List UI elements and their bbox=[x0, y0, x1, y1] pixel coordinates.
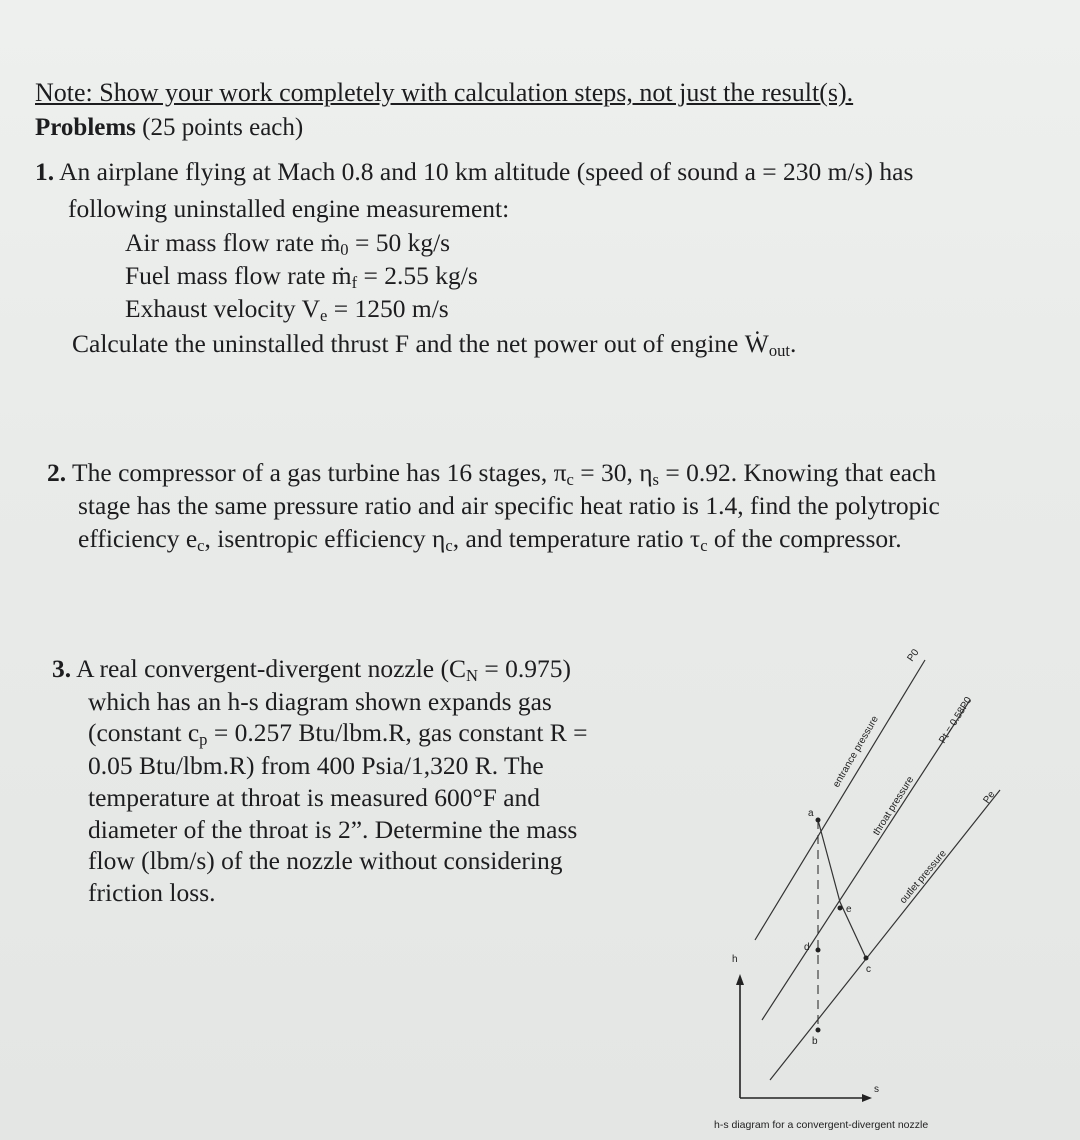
p3-l3b: = 0.257 Btu/lbm.R, gas constant R = bbox=[207, 718, 588, 747]
problem-1-line-1 bbox=[35, 157, 913, 187]
problem-3-number: 3. bbox=[52, 654, 72, 683]
note-line: Note: Show your work completely with calculation steps, not just the result(s). bbox=[35, 78, 854, 107]
problem-2-line-3 bbox=[78, 524, 902, 556]
p3-l3-sub: p bbox=[199, 730, 208, 750]
outlet-pressure-label: outlet pressure bbox=[897, 848, 949, 906]
air-value: = 50 kg/s bbox=[348, 228, 451, 257]
exhaust-value: = 1250 m/s bbox=[327, 294, 449, 323]
p2-l3d: of the compressor. bbox=[707, 524, 902, 553]
problem-3-line-8: friction loss. bbox=[88, 878, 216, 907]
problem-2-line-1 bbox=[47, 458, 936, 490]
problem-1-calc bbox=[72, 329, 796, 361]
calc-text: Calculate the uninstalled thrust F and the net power out of engine Ẇ bbox=[72, 329, 769, 358]
problem-1-line-2: following uninstalled engine measurement: bbox=[68, 194, 510, 223]
p2-l3a: efficiency e bbox=[78, 524, 198, 553]
problem-3-line-7: flow (lbm/s) of the nozzle without considering bbox=[88, 846, 563, 875]
s-axis-arrow bbox=[862, 1094, 872, 1102]
p2-l1a: The compressor of a gas turbine has 16 stages, π bbox=[72, 458, 567, 487]
p2-l1-sub2: s bbox=[652, 470, 659, 490]
hs-diagram bbox=[700, 640, 1080, 1140]
outlet-pressure-line bbox=[770, 790, 1000, 1080]
point-a-label: a bbox=[808, 808, 814, 819]
s-axis-label: s bbox=[874, 1084, 879, 1095]
p3-l3a: (constant c bbox=[88, 718, 200, 747]
air-sub: 0 bbox=[340, 240, 349, 260]
p2-l1c: = 0.92. Knowing that each bbox=[659, 458, 937, 487]
pe-label: Pe bbox=[981, 789, 998, 806]
problem-3-line-5: temperature at throat is measured 600°F and bbox=[88, 783, 541, 812]
pt-label: Pt = 0.58P0 bbox=[937, 695, 975, 746]
point-c-label: c bbox=[866, 964, 871, 975]
point-e-label: e bbox=[846, 904, 852, 915]
problems-heading-rest: (25 points each) bbox=[135, 114, 304, 141]
p3-l1b: = 0.975) bbox=[477, 654, 571, 683]
problems-heading-bold: Problems bbox=[35, 114, 136, 141]
entrance-pressure-label: entrance pressure bbox=[831, 714, 881, 790]
p2-l3-sub1: c bbox=[197, 536, 205, 556]
p2-l1b: = 30, η bbox=[573, 458, 653, 487]
p0-label: P0 bbox=[905, 647, 922, 664]
problem-3-line-4: 0.05 Btu/lbm.R) from 400 Psia/1,320 R. The bbox=[88, 751, 544, 780]
point-a bbox=[816, 818, 821, 823]
air-label: Air mass flow rate ṁ bbox=[125, 228, 341, 257]
calc-sub: out bbox=[768, 341, 790, 361]
p2-l1-sub: c bbox=[566, 470, 574, 490]
problem-1-number: 1. bbox=[35, 157, 55, 186]
point-b bbox=[816, 1028, 821, 1033]
p3-l1a: A real convergent-divergent nozzle (C bbox=[76, 654, 467, 683]
problems-heading bbox=[35, 114, 303, 142]
fuel-sub: f bbox=[351, 273, 358, 293]
point-e bbox=[838, 906, 843, 911]
h-axis-arrow bbox=[736, 974, 744, 985]
point-d bbox=[816, 948, 821, 953]
problem-1-text-1: An airplane flying at Mach 0.8 and 10 km altitude (speed of sound a = 230 m/s) has bbox=[59, 157, 914, 186]
fuel-value: = 2.55 kg/s bbox=[357, 261, 478, 290]
problem-3-line-1 bbox=[52, 654, 571, 686]
fuel-label: Fuel mass flow rate ṁ bbox=[125, 261, 352, 290]
fuel-mass-flow bbox=[125, 261, 478, 293]
air-mass-flow bbox=[125, 228, 450, 260]
p3-l1-sub: N bbox=[466, 666, 478, 686]
point-c bbox=[864, 956, 869, 961]
p2-l3-sub3: c bbox=[700, 536, 708, 556]
problem-2-number: 2. bbox=[47, 458, 67, 487]
problem-2-line-2: stage has the same pressure ratio and air specific heat ratio is 1.4, find the polytropic bbox=[78, 491, 940, 520]
calc-end: . bbox=[790, 329, 797, 358]
throat-pressure-label: throat pressure bbox=[871, 774, 917, 838]
h-axis-label: h bbox=[732, 954, 738, 965]
p2-l3c: , and temperature ratio τ bbox=[452, 524, 701, 553]
exhaust-velocity bbox=[125, 294, 449, 326]
p2-l3-sub2: c bbox=[445, 536, 453, 556]
point-b-label: b bbox=[812, 1036, 818, 1047]
real-expansion-path bbox=[818, 820, 866, 958]
p2-l3b: , isentropic efficiency η bbox=[204, 524, 446, 553]
problem-3-line-3 bbox=[88, 718, 588, 750]
point-d-label: d bbox=[804, 942, 810, 953]
exhaust-sub: e bbox=[320, 306, 328, 326]
problem-3-line-2: which has an h-s diagram shown expands gas bbox=[88, 687, 552, 716]
problem-3-line-6: diameter of the throat is 2”. Determine the mass bbox=[88, 815, 578, 844]
diagram-caption: h-s diagram for a convergent-divergent nozzle bbox=[714, 1119, 929, 1131]
exhaust-label: Exhaust velocity V bbox=[125, 294, 320, 323]
